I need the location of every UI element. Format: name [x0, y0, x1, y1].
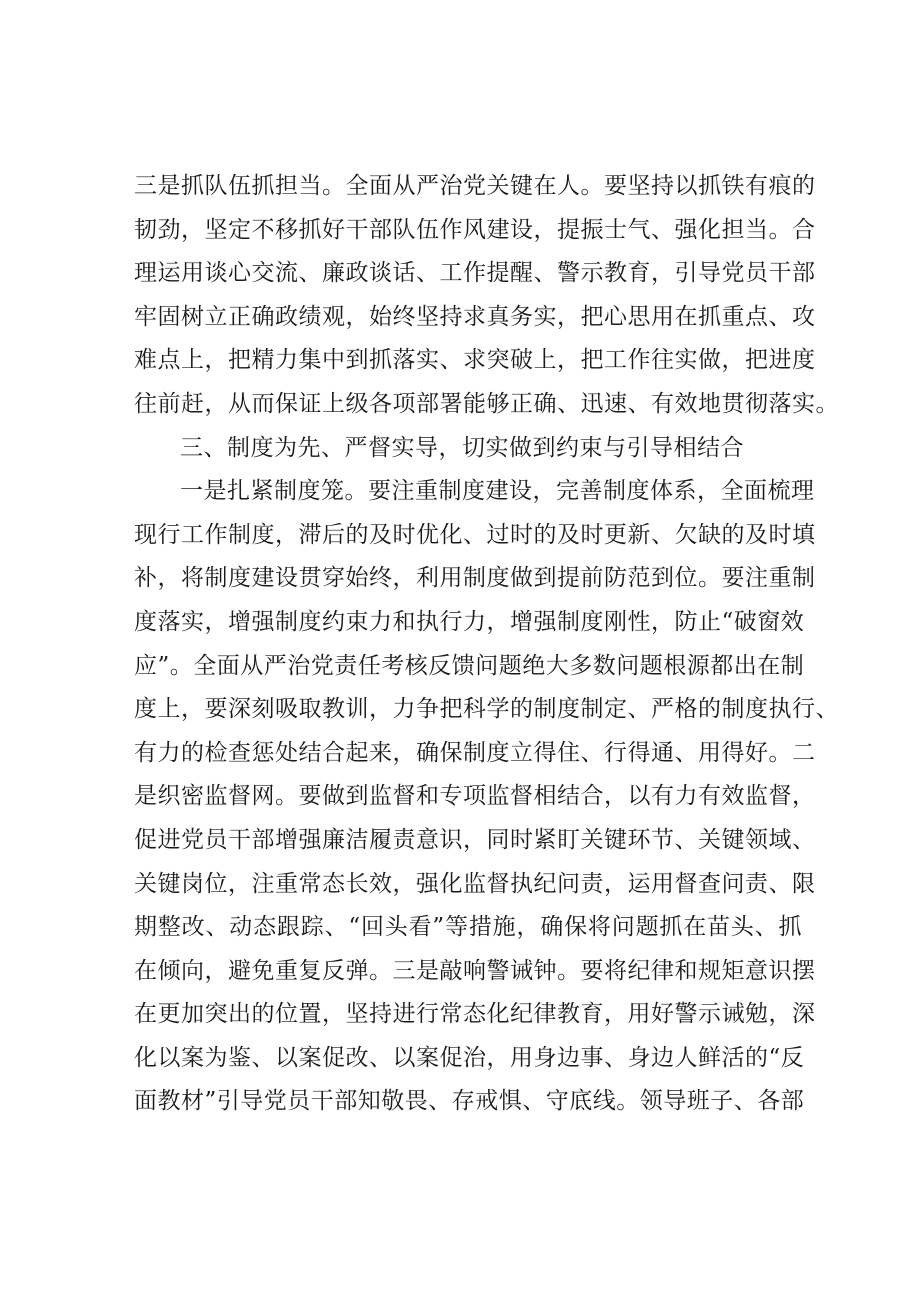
paragraph-line: 应”。全面从严治党责任考核反馈问题绝大多数问题根源都出在制 — [134, 652, 805, 679]
paragraph-line: 在倾向，避免重复反弹。三是敲响警诫钟。要将纪律和规矩意识摆 — [134, 957, 816, 984]
paragraph-line: 是织密监督网。要做到监督和专项监督相结合，以有力有效监督， — [134, 783, 816, 810]
paragraph-line: 促进党员干部增强廉洁履责意识，同时紧盯关键环节、关键领域、 — [134, 826, 816, 853]
paragraph-line: 期整改、动态跟踪、“回头看”等措施，确保将问题抓在苗头、抓 — [134, 914, 802, 941]
paragraph-line: 有力的检查惩处结合起来，确保制度立得住、行得通、用得好。二 — [134, 739, 816, 766]
paragraph-line: 关键岗位，注重常态长效，强化监督执纪问责，运用督查问责、限 — [134, 870, 816, 897]
paragraph-line: 度上，要深刻吸取教训，力争把科学的制度制定、严格的制度执行、 — [134, 696, 839, 723]
paragraph-line: 面教材”引导党员干部知敬畏、存戒惧、守底线。领导班子、各部 — [134, 1088, 805, 1115]
document-body — [134, 165, 839, 1124]
section-heading: 三、制度为先、严督实导，切实做到约束与引导相结合 — [180, 434, 744, 461]
paragraph-line: 牢固树立正确政绩观，始终坚持求真务实，把心思用在抓重点、攻 — [134, 303, 816, 330]
paragraph-line: 现行工作制度，滞后的及时优化、过时的及时更新、欠缺的及时填 — [134, 521, 816, 548]
paragraph-line: 往前赶，从而保证上级各项部署能够正确、迅速、有效地贯彻落实。 — [134, 390, 839, 417]
paragraph-line: 理运用谈心交流、廉政谈话、工作提醒、警示教育，引导党员干部 — [134, 260, 816, 287]
paragraph-line: 补，将制度建设贯穿始终，利用制度做到提前防范到位。要注重制 — [134, 565, 816, 592]
paragraph-line: 在更加突出的位置，坚持进行常态化纪律教育，用好警示诫勉，深 — [134, 1001, 816, 1028]
paragraph-line: 三是抓队伍抓担当。全面从严治党关键在人。要坚持以抓铁有痕的 — [134, 173, 816, 199]
paragraph-line: 一是扎紧制度笼。要注重制度建设，完善制度体系，全面梳理 — [180, 478, 815, 505]
paragraph-line: 难点上，把精力集中到抓落实、求突破上，把工作往实做，把进度 — [134, 347, 816, 374]
paragraph-line: 化以案为鉴、以案促改、以案促治，用身边事、身边人鲜活的“反 — [134, 1044, 805, 1071]
paragraph-line: 度落实，增强制度约束力和执行力，增强制度刚性，防止“破窗效 — [134, 608, 805, 635]
paragraph-line: 韧劲，坚定不移抓好干部队伍作风建设，提振士气、强化担当。合 — [134, 216, 816, 243]
